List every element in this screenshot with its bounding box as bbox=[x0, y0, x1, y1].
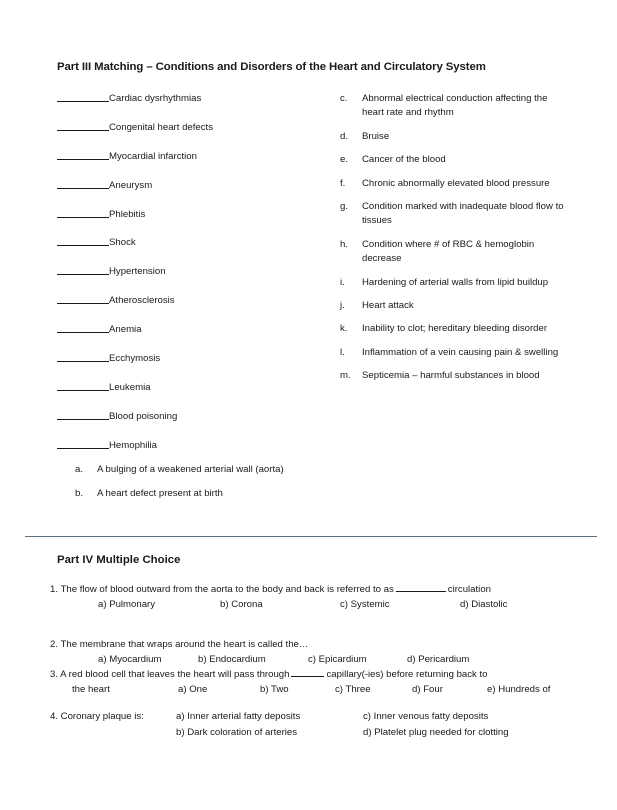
mc-option-d[interactable]: d) Diastolic bbox=[460, 598, 508, 610]
matching-term-row[interactable] bbox=[57, 236, 327, 265]
answer-blank[interactable] bbox=[57, 265, 109, 275]
definition-item bbox=[340, 238, 570, 267]
matching-term-row[interactable] bbox=[57, 208, 327, 237]
mc-option-b[interactable]: b) Dark coloration of arteries bbox=[176, 726, 298, 738]
definition-letter: b. bbox=[75, 488, 84, 500]
matching-term-label: Hemophilia bbox=[109, 439, 157, 451]
definition-letter: e. bbox=[340, 154, 349, 166]
matching-term-row[interactable] bbox=[57, 92, 327, 121]
definition-text: Condition where # of RBC & hemoglobin decrease bbox=[362, 238, 535, 265]
definition-item bbox=[75, 463, 335, 477]
mc-option-b[interactable]: b) Endocardium bbox=[198, 653, 266, 665]
definition-text: Chronic abnormally elevated blood pressure bbox=[362, 177, 550, 189]
part-iv-title: Part IV Multiple Choice bbox=[57, 554, 181, 566]
definition-text: A heart defect present at birth bbox=[97, 488, 223, 500]
definition-letter: k. bbox=[340, 323, 348, 335]
matching-term-label: Atherosclerosis bbox=[109, 295, 175, 307]
definitions-left-column bbox=[75, 463, 335, 502]
answer-blank[interactable] bbox=[57, 179, 109, 189]
definition-letter: m. bbox=[340, 370, 351, 382]
mc-option-c[interactable]: c) Epicardium bbox=[308, 653, 367, 665]
definition-text: Heart attack bbox=[362, 300, 414, 312]
definition-item bbox=[340, 322, 570, 336]
question-text-tail: circulation bbox=[447, 584, 491, 595]
answer-blank[interactable] bbox=[57, 236, 109, 246]
mc-option-d[interactable]: d) Four bbox=[412, 683, 443, 695]
mc-option-c[interactable]: c) Systemic bbox=[340, 598, 390, 610]
matching-term-row[interactable] bbox=[57, 323, 327, 352]
definition-letter: a. bbox=[75, 464, 84, 475]
answer-blank[interactable] bbox=[57, 121, 109, 131]
answer-blank[interactable] bbox=[57, 352, 109, 362]
option-column-right bbox=[363, 710, 509, 741]
mc-option-c[interactable]: c) Three bbox=[335, 683, 371, 695]
matching-term-label: Myocardial infarction bbox=[109, 150, 197, 162]
section-divider bbox=[25, 536, 597, 537]
mc-option-a[interactable]: a) Myocardium bbox=[98, 653, 162, 665]
mc-option-c[interactable]: c) Inner venous fatty deposits bbox=[363, 711, 489, 722]
mc-option-b[interactable]: b) Two bbox=[260, 683, 289, 695]
definition-item bbox=[75, 487, 335, 501]
matching-term-label: Leukemia bbox=[109, 381, 151, 393]
matching-term-row[interactable] bbox=[57, 121, 327, 150]
mc-option-b[interactable]: b) Corona bbox=[220, 598, 263, 610]
matching-term-label: Aneurysm bbox=[109, 179, 153, 191]
mc-question-2 bbox=[50, 638, 602, 668]
question-text: 3. A red blood cell that leaves the heart will pass through bbox=[50, 669, 290, 680]
answer-blank[interactable] bbox=[57, 92, 109, 102]
matching-terms-list bbox=[57, 92, 327, 468]
matching-term-row[interactable] bbox=[57, 294, 327, 323]
mc-question-3 bbox=[50, 668, 602, 698]
answer-blank[interactable] bbox=[57, 381, 109, 391]
matching-term-label: Phlebitis bbox=[109, 208, 146, 220]
definition-letter: g. bbox=[340, 201, 349, 213]
matching-term-row[interactable] bbox=[57, 352, 327, 381]
matching-term-label: Ecchymosis bbox=[109, 353, 161, 365]
answer-blank[interactable] bbox=[57, 150, 109, 160]
definition-item bbox=[340, 92, 570, 121]
option-row bbox=[50, 598, 602, 613]
definition-letter: d. bbox=[340, 130, 349, 142]
mc-option-a[interactable]: a) Inner arterial fatty deposits bbox=[176, 711, 301, 722]
mc-question-1 bbox=[50, 583, 602, 613]
definition-item bbox=[340, 130, 570, 144]
definition-text: Bruise bbox=[362, 130, 390, 142]
definition-item bbox=[340, 346, 570, 360]
definition-letter: l. bbox=[340, 346, 345, 358]
definition-text: A bulging of a weakened arterial wall (aorta) bbox=[97, 464, 284, 475]
matching-term-label: Cardiac dysrhythmias bbox=[109, 93, 202, 104]
question-stem: 4. Coronary plaque is: bbox=[50, 711, 144, 722]
definition-item bbox=[340, 276, 570, 290]
definition-letter: c. bbox=[340, 93, 348, 104]
matching-term-row[interactable] bbox=[57, 410, 327, 439]
definition-item bbox=[340, 369, 570, 383]
option-row bbox=[50, 653, 602, 668]
matching-term-row[interactable] bbox=[57, 265, 327, 294]
part-iii-title: Part III Matching – Conditions and Disorders of the Heart and Circulatory System bbox=[57, 61, 486, 73]
definition-item bbox=[340, 299, 570, 313]
definition-letter: h. bbox=[340, 238, 349, 250]
question-continuation-row bbox=[50, 683, 602, 698]
definition-letter: j. bbox=[340, 300, 345, 312]
matching-term-label: Hypertension bbox=[109, 266, 166, 278]
matching-term-label: Congenital heart defects bbox=[109, 121, 213, 133]
definition-text: Inflammation of a vein causing pain & swelling bbox=[362, 346, 559, 358]
definition-letter: i. bbox=[340, 276, 345, 288]
mc-option-d[interactable]: d) Platelet plug needed for clotting bbox=[363, 726, 509, 738]
question-stem bbox=[50, 583, 602, 598]
answer-blank[interactable] bbox=[57, 323, 109, 333]
matching-term-row[interactable] bbox=[57, 179, 327, 208]
answer-blank[interactable] bbox=[291, 668, 324, 677]
matching-term-row[interactable] bbox=[57, 381, 327, 410]
question-stem bbox=[50, 668, 602, 683]
matching-term-label: Shock bbox=[109, 237, 136, 249]
mc-option-d[interactable]: d) Pericardium bbox=[407, 653, 470, 665]
question-text-continued: the heart bbox=[72, 683, 110, 695]
definition-text: Abnormal electrical conduction affecting the heart rate and rhythm bbox=[362, 93, 548, 119]
matching-term-label: Anemia bbox=[109, 324, 142, 336]
question-text: 1. The flow of blood outward from the aorta to the body and back is referred to as bbox=[50, 584, 394, 595]
definition-text: Condition marked with inadequate blood flow to tissues bbox=[362, 201, 564, 227]
answer-blank[interactable] bbox=[57, 439, 109, 449]
question-stem: 2. The membrane that wraps around the heart is called the… bbox=[50, 639, 309, 650]
mc-option-a[interactable]: a) One bbox=[178, 683, 208, 695]
answer-blank[interactable] bbox=[57, 294, 109, 304]
definition-text: Cancer of the blood bbox=[362, 154, 446, 166]
definition-letter: f. bbox=[340, 177, 346, 189]
definition-text: Hardening of arterial walls from lipid buildup bbox=[362, 276, 549, 288]
mc-option-e[interactable]: e) Hundreds of bbox=[487, 683, 551, 695]
definition-text: Inability to clot; hereditary bleeding disorder bbox=[362, 323, 548, 335]
question-text-tail: capillary(-ies) before returning back to bbox=[326, 669, 488, 680]
answer-blank[interactable] bbox=[57, 208, 109, 218]
definition-item bbox=[340, 177, 570, 191]
definition-item bbox=[340, 200, 570, 229]
definition-text: Septicemia – harmful substances in blood bbox=[362, 370, 540, 382]
answer-blank[interactable] bbox=[57, 410, 109, 420]
definition-item bbox=[340, 153, 570, 167]
definitions-right-column bbox=[340, 92, 570, 384]
option-column-left bbox=[176, 710, 300, 741]
mc-option-a[interactable]: a) Pulmonary bbox=[98, 598, 156, 610]
answer-blank[interactable] bbox=[396, 583, 446, 592]
matching-term-row[interactable] bbox=[57, 150, 327, 179]
matching-term-label: Blood poisoning bbox=[109, 410, 178, 422]
